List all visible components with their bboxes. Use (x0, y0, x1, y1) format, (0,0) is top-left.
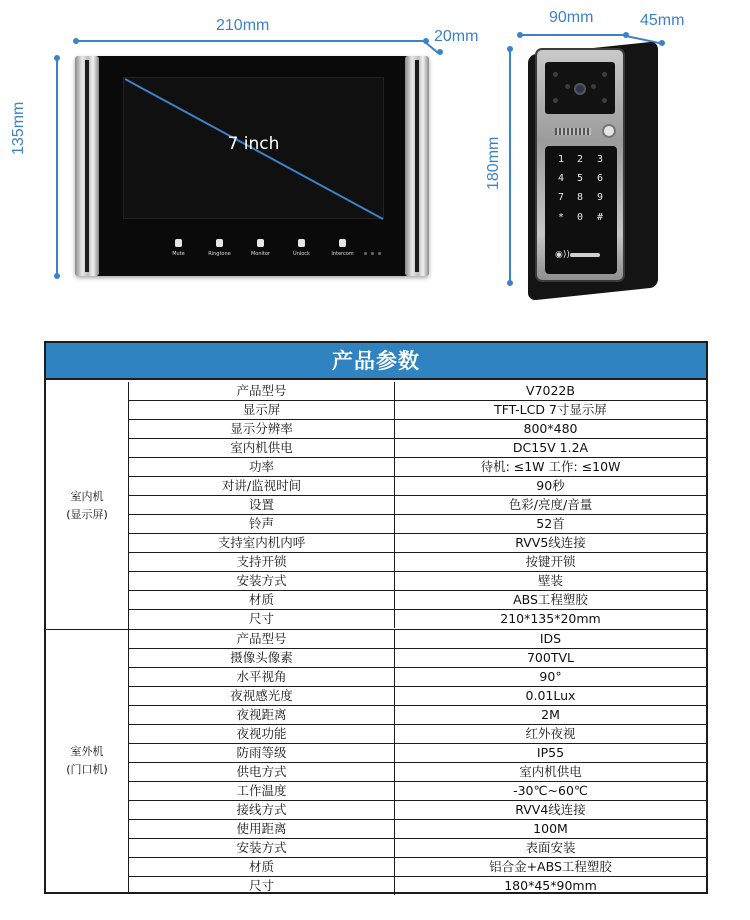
row-value: RVV4线连接 (515, 802, 586, 817)
row-value: 90秒 (536, 478, 565, 493)
key-0[interactable]: 0 (577, 212, 584, 223)
row-value: DC15V 1.2A (512, 440, 589, 455)
right-chrome-rail (405, 56, 429, 276)
table-row (129, 572, 706, 591)
row-key: 夜视功能 (129, 725, 395, 743)
width-dim-line (76, 40, 426, 42)
outdoor-width-label: 90mm (549, 9, 594, 26)
table-row (129, 515, 706, 534)
key-1[interactable]: 1 (558, 154, 565, 165)
outdoor-label-line1: 室外机 (70, 745, 104, 758)
intercom-button[interactable] (322, 239, 363, 257)
row-value: 室内机供电 (519, 764, 582, 779)
intercom-button-label: Intercom (331, 251, 354, 257)
table-row (129, 534, 706, 553)
table-row (129, 877, 706, 892)
table-title: 产品参数 (46, 343, 706, 380)
row-key: 供电方式 (129, 763, 395, 781)
row-value: TFT-LCD 7寸显示屏 (494, 402, 607, 417)
key-4[interactable]: 4 (558, 173, 565, 184)
outdoor-height-label: 180mm (485, 136, 502, 190)
table-row (129, 610, 706, 629)
outdoor-door-station (535, 48, 625, 282)
monitor-button-row (158, 239, 363, 257)
key-8[interactable]: 8 (577, 192, 584, 203)
table-row (129, 763, 706, 782)
row-key: 室内机供电 (129, 439, 395, 457)
table-row (129, 839, 706, 858)
row-key: 夜视感光度 (129, 687, 395, 705)
outdoor-group (46, 630, 706, 892)
row-key: 显示分辨率 (129, 420, 395, 438)
table-row (129, 687, 706, 706)
row-value: 90° (539, 669, 562, 684)
row-key: 对讲/监视时间 (129, 477, 395, 495)
table-row (129, 706, 706, 725)
indoor-label-line1: 室内机 (70, 489, 104, 503)
table-row (129, 458, 706, 477)
table-row (129, 439, 706, 458)
key-6[interactable]: 6 (597, 173, 604, 184)
call-button[interactable] (602, 124, 616, 138)
row-key: 安装方式 (129, 839, 395, 857)
table-row (129, 477, 706, 496)
music-icon (216, 239, 223, 247)
ringtone-button-label: Ringtone (208, 251, 231, 257)
table-row (129, 591, 706, 610)
outdoor-depth-label: 45mm (640, 12, 685, 29)
left-chrome-rail (75, 56, 99, 276)
row-key: 支持开锁 (129, 553, 395, 571)
key-2[interactable]: 2 (577, 154, 584, 165)
row-value: 按键开锁 (525, 554, 576, 569)
row-key: 支持室内机内呼 (129, 534, 395, 552)
row-value: IDS (539, 631, 562, 646)
row-value: V7022B (526, 383, 575, 398)
key-9[interactable]: 9 (597, 192, 604, 203)
outdoor-height-line (509, 49, 511, 283)
table-row (129, 496, 706, 515)
height-dim-end-dot (54, 273, 60, 279)
table-row (129, 668, 706, 687)
table-row (129, 630, 706, 649)
row-value: 800*480 (523, 421, 578, 436)
row-key: 功率 (129, 458, 395, 476)
row-value: 红外夜视 (525, 726, 576, 741)
outdoor-depth-end-dot (659, 40, 665, 46)
key-3[interactable]: 3 (597, 154, 604, 165)
outdoor-group-label (46, 630, 129, 892)
row-key: 材质 (129, 591, 395, 609)
row-key: 尺寸 (129, 877, 395, 895)
monitor-button-label: Monitor (250, 251, 270, 257)
row-value: 52首 (536, 516, 565, 531)
monitor-depth-label: 20mm (434, 28, 479, 45)
mute-button-label: Mute (172, 251, 185, 257)
row-value: 表面安装 (525, 840, 576, 855)
row-value: 0.01Lux (525, 688, 576, 703)
row-key: 产品型号 (129, 382, 395, 400)
outdoor-height-end-dot (507, 280, 513, 286)
indoor-group (46, 382, 706, 630)
key-star[interactable]: * (558, 212, 565, 223)
row-value: 700TVL (526, 650, 574, 665)
table-row (129, 858, 706, 877)
indoor-monitor (75, 56, 429, 276)
row-value: 壁装 (537, 573, 563, 588)
status-leds (364, 240, 385, 259)
row-value: 2M (541, 707, 560, 722)
key-5[interactable]: 5 (577, 173, 584, 184)
row-key: 设置 (129, 496, 395, 514)
camera-lens-icon (574, 83, 586, 95)
row-key: 摄像头像素 (129, 649, 395, 667)
row-key: 工作温度 (129, 782, 395, 800)
row-key: 水平视角 (129, 668, 395, 686)
key-7[interactable]: 7 (558, 192, 565, 203)
table-row (129, 744, 706, 763)
screen-size-label: 7 inch (227, 134, 280, 154)
row-value: ABS工程塑胶 (513, 592, 588, 607)
spec-table (44, 341, 708, 894)
row-key: 尺寸 (129, 610, 395, 628)
table-row (129, 801, 706, 820)
key-icon (298, 239, 305, 247)
row-value: IP55 (536, 745, 565, 760)
table-row (129, 382, 706, 401)
table-row (129, 553, 706, 572)
keypad (545, 146, 617, 274)
row-key: 铃声 (129, 515, 395, 533)
table-row (129, 725, 706, 744)
table-row (129, 820, 706, 839)
person-icon (257, 239, 264, 247)
outdoor-label-line2: (门口机) (66, 763, 108, 776)
key-hash[interactable]: # (597, 212, 604, 223)
row-value: 100M (533, 821, 568, 836)
row-key: 显示屏 (129, 401, 395, 419)
unlock-button[interactable] (281, 239, 322, 257)
row-value: RVV5线连接 (515, 535, 586, 550)
brand-logo (570, 253, 600, 257)
row-key: 接线方式 (129, 801, 395, 819)
monitor-height-label: 135mm (10, 101, 27, 155)
monitor-width-label: 210mm (216, 17, 270, 34)
phone-icon (339, 239, 346, 247)
row-key: 防雨等级 (129, 744, 395, 762)
row-key: 安装方式 (129, 572, 395, 590)
table-row (129, 782, 706, 801)
indoor-group-label (46, 382, 129, 629)
row-key: 夜视距离 (129, 706, 395, 724)
monitor-button[interactable] (240, 239, 281, 257)
camera-module (545, 62, 615, 114)
speaker-grille (555, 128, 591, 135)
row-key: 材质 (129, 858, 395, 876)
row-value: 待机: ≤1W 工作: ≤10W (480, 459, 621, 474)
outdoor-width-line (520, 34, 626, 36)
depth-dim-end-dot (437, 49, 443, 55)
row-value: 210*135*20mm (500, 611, 601, 626)
indoor-label-line2: (显示屏) (66, 507, 108, 521)
row-value: 180*45*90mm (504, 878, 597, 893)
table-row (129, 649, 706, 668)
ringtone-button[interactable] (199, 239, 240, 257)
table-row (129, 401, 706, 420)
row-key: 使用距离 (129, 820, 395, 838)
row-key: 产品型号 (129, 630, 395, 648)
row-value: -30℃~60℃ (513, 783, 588, 798)
unlock-button-label: Unlock (293, 251, 310, 257)
row-value: 铝合金+ABS工程塑胶 (489, 859, 612, 874)
mute-button[interactable] (158, 239, 199, 257)
monitor-screen (123, 77, 384, 219)
height-dim-line (56, 58, 58, 276)
bell-icon (175, 239, 182, 247)
table-row (129, 420, 706, 439)
rfid-icon: ◉)) (555, 250, 570, 260)
row-value: 色彩/亮度/音量 (508, 497, 593, 512)
